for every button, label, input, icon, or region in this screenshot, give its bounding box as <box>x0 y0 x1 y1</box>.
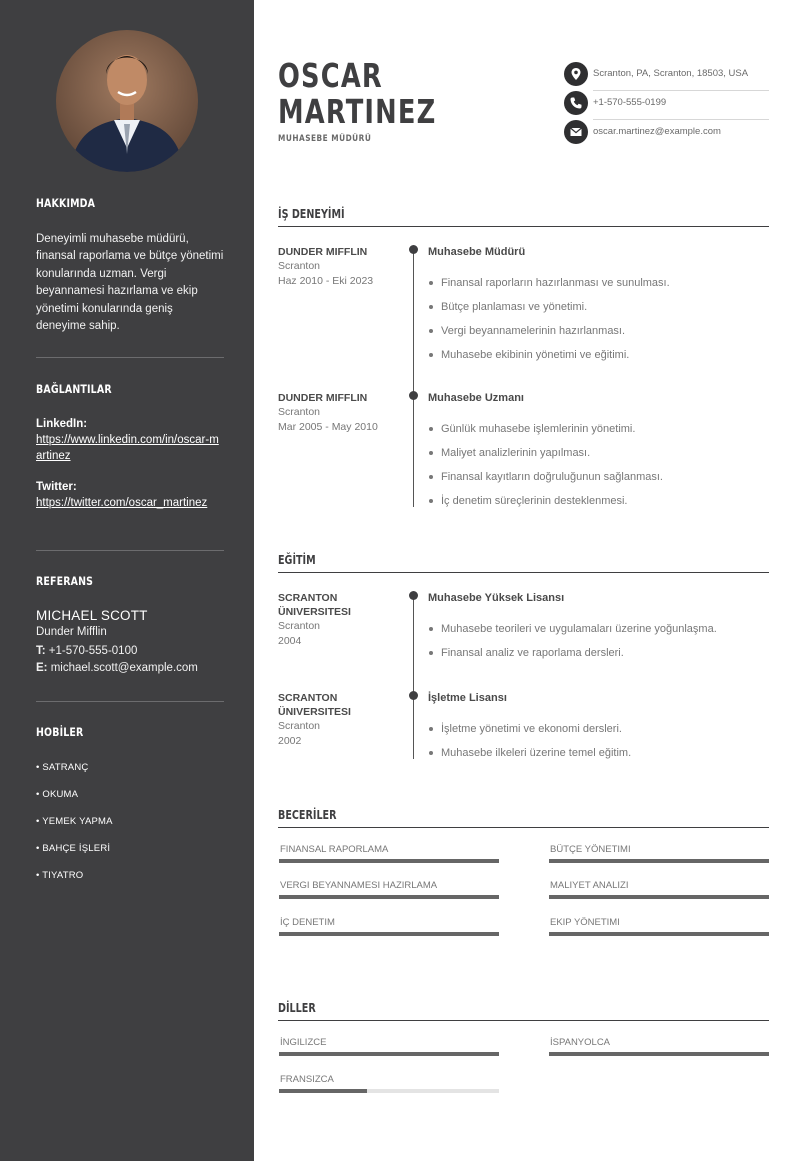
skill-item <box>549 880 769 904</box>
bullet-item: Maliyet analizlerinin yapılması. <box>428 441 773 465</box>
reference-email <box>36 660 224 677</box>
employment-dates: Haz 2010 - Eki 2023 <box>278 274 374 287</box>
phone-icon <box>564 91 588 115</box>
skill-item <box>279 880 499 904</box>
reference-company: Dunder Mifflin <box>36 626 107 638</box>
sidebar-divider <box>36 701 224 702</box>
languages-heading-text: DİLLER <box>278 1001 316 1015</box>
profile-photo <box>56 30 198 172</box>
degree-name: Muhasebe Yüksek Lisansı <box>428 592 565 604</box>
link-linkedin <box>36 418 224 464</box>
skill-bar <box>279 859 499 863</box>
address-text: Scranton, PA, Scranton, 18503, USA <box>593 68 749 79</box>
links-heading: BAĞLANTILAR <box>36 382 112 396</box>
company-name: DUNDER MIFFLIN <box>278 246 368 258</box>
bullet-item: Bütçe planlaması ve yönetimi. <box>428 295 773 319</box>
skill-bar-fill <box>549 932 769 936</box>
bullet-list <box>428 271 773 367</box>
entry-meta <box>278 591 398 648</box>
hobby-item: • OKUMA <box>36 789 79 800</box>
reference-phone-label: T: <box>36 645 46 657</box>
timeline-dot <box>409 391 418 400</box>
reference-section <box>36 574 224 588</box>
skill-item <box>279 844 499 868</box>
about-section <box>36 196 224 210</box>
first-name: OSCAR <box>278 56 383 95</box>
contact-address <box>564 62 769 91</box>
skills-heading-text: BECERİLER <box>278 808 337 822</box>
skill-bar <box>549 895 769 899</box>
skill-name: MALIYET ANALIZI <box>550 880 629 891</box>
education-heading <box>278 553 769 567</box>
skills-heading <box>278 808 769 822</box>
graduation-year: 2004 <box>278 634 302 647</box>
timeline-dot <box>409 691 418 700</box>
experience-entry <box>278 391 769 511</box>
last-name: MARTINEZ <box>278 92 437 131</box>
twitter-link[interactable]: https://twitter.com/oscar_martinez <box>36 497 208 509</box>
skill-name: FINANSAL RAPORLAMA <box>280 844 389 855</box>
language-bar-fill <box>279 1089 367 1093</box>
hobbies-section <box>36 725 224 739</box>
reference-email-label: E: <box>36 662 48 674</box>
school-name-line: SCRANTON <box>278 592 338 604</box>
language-item <box>279 1037 499 1061</box>
experience-heading <box>278 207 769 221</box>
links-section <box>36 382 224 396</box>
email-text: oscar.martinez@example.com <box>593 126 721 137</box>
skill-bar-fill <box>279 932 499 936</box>
linkedin-label: LinkedIn: <box>36 418 88 430</box>
twitter-label: Twitter: <box>36 481 77 493</box>
school-name-line: ÜNIVERSITESI <box>278 706 351 718</box>
timeline-dot <box>409 591 418 600</box>
heading-rule <box>278 226 769 227</box>
hobbies-heading: HOBİLER <box>36 725 84 739</box>
reference-name: MICHAEL SCOTT <box>36 608 148 623</box>
school-city: Scranton <box>278 620 321 632</box>
hobby-item: • BAHÇE İŞLERİ <box>36 843 111 854</box>
reference-email-value: michael.scott@example.com <box>50 662 198 674</box>
bullet-item: Muhasebe ilkeleri üzerine temel eğitim. <box>428 741 773 765</box>
language-bar <box>549 1052 769 1056</box>
employment-dates: Mar 2005 - May 2010 <box>278 420 378 433</box>
bullet-list <box>428 617 773 665</box>
languages-heading <box>278 1001 769 1015</box>
entry-meta <box>278 391 398 434</box>
job-title: MUHASEBE MÜDÜRÜ <box>278 134 372 144</box>
language-bar <box>279 1052 499 1056</box>
skill-item <box>549 917 769 941</box>
skill-bar-fill <box>549 859 769 863</box>
school-name-line: ÜNIVERSITESI <box>278 606 351 618</box>
reference-phone <box>36 643 224 660</box>
contact-phone <box>564 91 769 120</box>
sidebar-divider <box>36 357 224 358</box>
phone-text: +1-570-555-0199 <box>593 97 667 108</box>
bullet-item: Muhasebe teorileri ve uygulamaları üzerine yoğunlaşma. <box>428 617 773 641</box>
entry-details <box>428 391 773 513</box>
bullet-list <box>428 717 773 765</box>
language-bar-fill <box>549 1052 769 1056</box>
about-text: Deneyimli muhasebe müdürü, finansal raporlama ve bütçe yönetimi konularında uzman. Vergi beyannamesi hazırlama ve ekip yönetimi konularında geniş deneyime sahip. <box>36 233 224 333</box>
timeline-dot <box>409 245 418 254</box>
graduation-year: 2002 <box>278 734 302 747</box>
bullet-item: Vergi beyannamelerinin hazırlanması. <box>428 319 773 343</box>
entry-details <box>428 245 773 367</box>
bullet-item: İç denetim süreçlerinin desteklenmesi. <box>428 489 773 513</box>
contact-email <box>564 120 769 149</box>
skill-bar-fill <box>279 895 499 899</box>
language-name: İSPANYOLCA <box>550 1037 611 1048</box>
heading-rule <box>278 572 769 573</box>
language-bar <box>279 1089 499 1093</box>
hobby-item: • SATRANÇ <box>36 762 89 773</box>
bullet-item: İşletme yönetimi ve ekonomi dersleri. <box>428 717 773 741</box>
entry-details <box>428 591 773 665</box>
bullet-item: Günlük muhasebe işlemlerinin yönetimi. <box>428 417 773 441</box>
hobby-item: • YEMEK YAPMA <box>36 816 113 827</box>
entry-details <box>428 691 773 765</box>
language-name: İNGILIZCE <box>280 1037 327 1048</box>
sidebar <box>0 0 254 1161</box>
language-item <box>549 1037 769 1061</box>
sidebar-divider <box>36 550 224 551</box>
entry-meta <box>278 691 398 748</box>
job-role: Muhasebe Uzmanı <box>428 392 524 404</box>
bullet-list <box>428 417 773 513</box>
skill-bar <box>549 932 769 936</box>
education-heading-text: EĞİTİM <box>278 553 316 567</box>
skill-name: İÇ DENETIM <box>280 917 335 928</box>
company-city: Scranton <box>278 260 321 272</box>
bullet-item: Finansal kayıtların doğruluğunun sağlanması. <box>428 465 773 489</box>
school-name <box>278 591 398 619</box>
location-pin-icon <box>564 62 588 86</box>
company-city: Scranton <box>278 406 321 418</box>
skill-name: BÜTÇE YÖNETIMI <box>550 844 631 855</box>
degree-name: İşletme Lisansı <box>428 692 507 704</box>
language-name: FRANSIZCA <box>280 1074 334 1085</box>
skill-bar-fill <box>279 859 499 863</box>
skill-name: EKIP YÖNETIMI <box>550 917 620 928</box>
skill-item <box>279 917 499 941</box>
hobby-item: • TIYATRO <box>36 870 84 881</box>
language-bar-fill <box>279 1052 499 1056</box>
skill-bar <box>549 859 769 863</box>
school-name-line: SCRANTON <box>278 692 338 704</box>
hobbies-list <box>36 762 224 897</box>
experience-heading-text: İŞ DENEYİMİ <box>278 207 345 221</box>
job-role: Muhasebe Müdürü <box>428 246 526 258</box>
heading-rule <box>278 1020 769 1021</box>
skill-name: VERGI BEYANNAMESI HAZIRLAMA <box>280 880 438 891</box>
link-twitter <box>36 481 224 511</box>
about-heading: HAKKIMDA <box>36 196 96 210</box>
reference-phone-value: +1-570-555-0100 <box>48 645 138 657</box>
language-item <box>279 1074 499 1098</box>
skill-bar-fill <box>549 895 769 899</box>
linkedin-link[interactable]: https://www.linkedin.com/in/oscar-martinez <box>36 434 219 462</box>
heading-rule <box>278 827 769 828</box>
about-body <box>36 231 224 335</box>
education-entry <box>278 691 769 761</box>
entry-meta <box>278 245 398 288</box>
reference-heading: REFERANS <box>36 574 94 588</box>
skill-bar <box>279 895 499 899</box>
reference-body <box>36 608 224 677</box>
full-name <box>278 58 436 130</box>
skill-bar <box>279 932 499 936</box>
bullet-item: Muhasebe ekibinin yönetimi ve eğitimi. <box>428 343 773 367</box>
bullet-item: Finansal raporların hazırlanması ve sunulması. <box>428 271 773 295</box>
school-city: Scranton <box>278 720 321 732</box>
company-name: DUNDER MIFFLIN <box>278 392 368 404</box>
envelope-icon <box>564 120 588 144</box>
school-name <box>278 691 398 719</box>
bullet-item: Finansal analiz ve raporlama dersleri. <box>428 641 773 665</box>
skill-item <box>549 844 769 868</box>
